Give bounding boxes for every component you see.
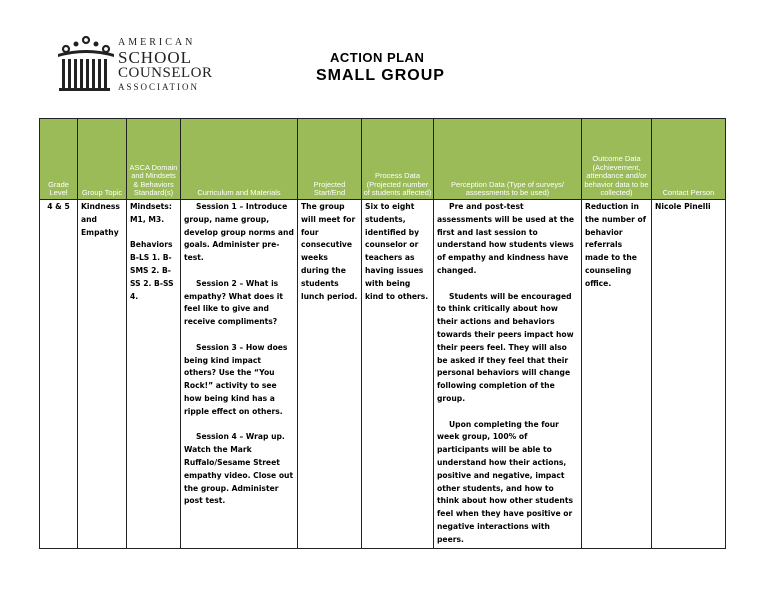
header-group-topic: Group Topic	[78, 119, 127, 200]
logo-line-2: SCHOOL	[118, 48, 193, 67]
perception-paragraph-3: Upon completing the four week group, 100% of participants will be able to understand how their actions, positive and negative, impact other students, and how to think about how other students feel when they have positive or negative interactions with peers.	[437, 419, 576, 544]
logo-line-3: COUNSELOR	[118, 65, 213, 81]
curriculum-session-3: Session 3 – How does being kind impact others? Use the “You Rock!” activity to see how being kind has a ripple effect on others.	[184, 342, 291, 416]
cell-grade: 4 & 5	[40, 200, 78, 549]
cell-contact: Nicole Pinelli	[652, 200, 726, 549]
logo-wordmark	[118, 36, 213, 92]
cell-process: Six to eight students, identified by counselor or teachers as having issues with being kind to others.	[362, 200, 434, 549]
header-asca-standards: ASCA Domain and Mindsets & Behaviors Standard(s)	[127, 119, 181, 200]
cell-standards	[127, 200, 181, 549]
header-contact-person: Contact Person	[652, 119, 726, 200]
cell-projected: The group will meet for four consecutive weeks during the students lunch period.	[298, 200, 362, 549]
cell-topic: Kindness and Empathy	[78, 200, 127, 549]
curriculum-session-4: Session 4 – Wrap up. Watch the Mark Ruffalo/Sesame Street empathy video. Close out the group. Administer post test.	[184, 432, 296, 506]
header-grade-level: Grade Level	[40, 119, 78, 200]
header-process-data: Process Data (Projected number of students affected)	[362, 119, 434, 200]
curriculum-session-1: Session 1 – Introduce group, name group, develop group norms and goals. Administer pre-test.	[184, 202, 297, 263]
logo-line-1: AMERICAN	[118, 37, 196, 48]
cell-outcome: Reduction in the number of behavior referrals made to the counseling office.	[582, 200, 652, 549]
action-plan-table	[39, 118, 726, 549]
perception-paragraph-1: Pre and post-test assessments will be used at the first and last session to understand how students views of empathy and kindness have changed.	[437, 202, 577, 275]
cell-curriculum	[181, 200, 298, 549]
header-curriculum: Curriculum and Materials	[181, 119, 298, 200]
logo-line-4: ASSOCIATION	[118, 82, 200, 92]
standards-behaviors: Behaviors B-LS 1. B-SMS 2. B-SS 2. B-SS 4.	[130, 240, 177, 301]
header-perception-data: Perception Data (Type of surveys/ assessments to be used)	[434, 119, 582, 200]
perception-paragraph-2: Students will be encouraged to think critically about how their actions and behaviors towards their peers impact how their peers feel. They will also be asked if they feel that their personal behaviors will change following completion of the group.	[437, 291, 577, 403]
table-header-row	[40, 119, 726, 200]
asca-logo	[56, 36, 216, 96]
header-outcome-data: Outcome Data (Achievement, attendance and/or behavior data to be collected)	[582, 119, 652, 200]
document-subtitle: SMALL GROUP	[316, 67, 445, 84]
people-icon	[56, 36, 116, 96]
standards-mindsets: Mindsets: M1, M3.	[130, 202, 175, 224]
cell-perception	[434, 200, 582, 549]
table-row	[40, 200, 726, 549]
document-title: ACTION PLAN	[330, 50, 425, 65]
curriculum-session-2: Session 2 – What is empathy? What does it feel like to give and receive compliments?	[184, 278, 286, 327]
header-projected: Projected Start/End	[298, 119, 362, 200]
